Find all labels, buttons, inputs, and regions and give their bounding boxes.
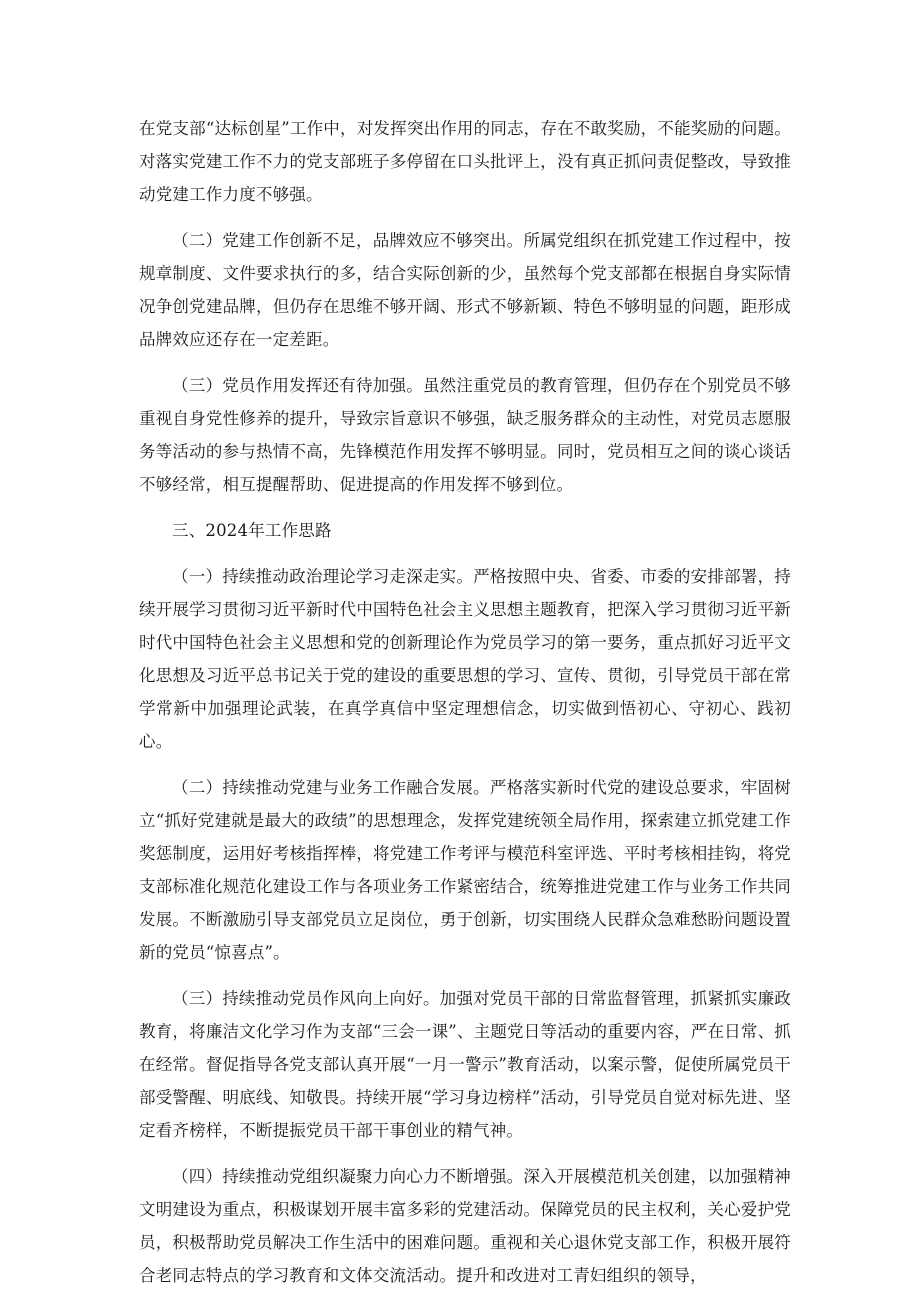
paragraph-plan-1: （一）持续推动政治理论学习走深走实。严格按照中央、省委、市委的安排部署，持续开展学习贯彻习近平新时代中国特色社会主义思想主题教育，把深入学习贯彻习近平新时代中国特色社会主义思想和党的创新理论作为党员学习的第一要务，重点抓好习近平文化思想及习近平总书记关于党的建设的重要思想的学习、宣传、贯彻，引导党员干部在常学常新中加强理论武装，在真学真信中坚定理想信念，切实做到悟初心、守初心、践初心。	[139, 567, 791, 751]
paragraph-plan-3: （三）持续推动党员作风向上向好。加强对党员干部的日常监督管理，抓紧抓实廉政教育，将廉洁文化学习作为支部“三会一课”、主题党日等活动的重要内容，严在日常、抓在经常。督促指导各党支部认真开展“一月一警示”教育活动，以案示警，促使所属党员干部受警醒、明底线、知敬畏。持续开展“学习身边榜样”活动，引导党员自觉对标先进、坚定看齐榜样，不断提振党员干部干事创业的精气神。	[139, 989, 791, 1140]
paragraph-issue-2: （二）党建工作创新不足，品牌效应不够突出。所属党组织在抓党建工作过程中，按规章制度、文件要求执行的多，结合实际创新的少，虽然每个党支部都在根据自身实际情况争创党建品牌，但仍存在思维不够开阔、形式不够新颖、特色不够明显的问题，距形成品牌效应还存在一定差距。	[139, 231, 791, 349]
paragraph-plan-4: （四）持续推动党组织凝聚力向心力不断增强。深入开展模范机关创建，以加强精神文明建设为重点，积极谋划开展丰富多彩的党建活动。保障党员的民主权利，关心爱护党员，积极帮助党员解决工作生活中的困难问题。重视和关心退休党支部工作，积极开展符合老同志特点的学习教育和文体交流活动。提升和改进对工青妇组织的领导，	[139, 1167, 791, 1285]
paragraph-continuation: 在党支部“达标创星”工作中，对发挥突出作用的同志，存在不敢奖励，不能奖励的问题。对落实党建工作不力的党支部班子多停留在口头批评上，没有真正抓问责促整改，导致推动党建工作力度不够强。	[139, 119, 791, 204]
document-body	[139, 112, 791, 1305]
paragraph-plan-2: （二）持续推动党建与业务工作融合发展。严格落实新时代党的建设总要求，牢固树立“抓好党建就是最大的政绩”的思想理念，发挥党建统领全局作用，探索建立抓党建工作奖惩制度，运用好考核指挥棒，将党建工作考评与模范科室评选、平时考核相挂钩，将党支部标准化规范化建设工作与各项业务工作紧密结合，统筹推进党建工作与业务工作共同发展。不断激励引导支部党员立足岗位，勇于创新，切实围绕人民群众急难愁盼问题设置新的党员“惊喜点”。	[139, 778, 791, 962]
section-heading-2024-plan: 三、2024年工作思路	[172, 521, 332, 540]
paragraph-issue-3: （三）党员作用发挥还有待加强。虽然注重党员的教育管理，但仍存在个别党员不够重视自身党性修养的提升，导致宗旨意识不够强，缺乏服务群众的主动性，对党员志愿服务等活动的参与热情不高，先锋模范作用发挥不够明显。同时，党员相互之间的谈心谈话不够经常，相互提醒帮助、促进提高的作用发挥不够到位。	[139, 376, 791, 494]
